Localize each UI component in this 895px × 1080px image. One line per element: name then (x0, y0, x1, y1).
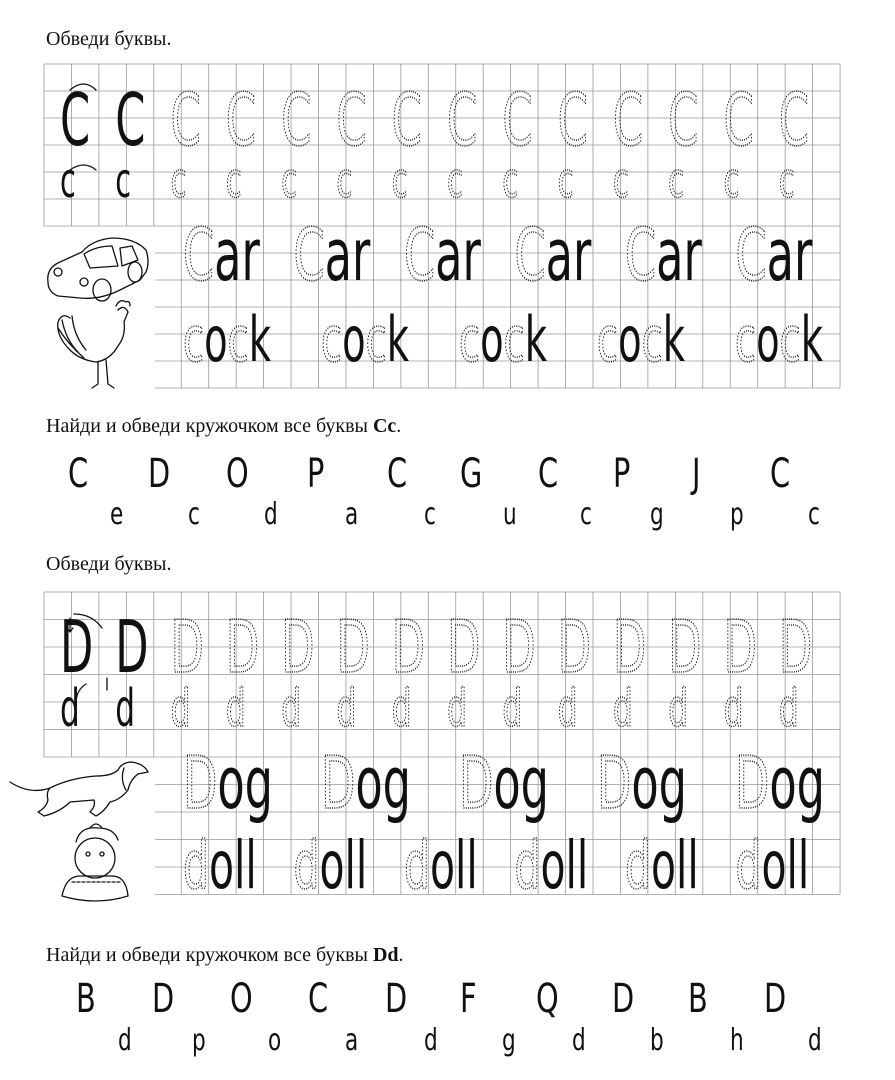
find-letter: D (764, 976, 787, 1023)
model-letter: d (115, 678, 136, 740)
traced-letter: d (404, 826, 430, 904)
practice-word (597, 742, 687, 826)
find-letter: C (68, 451, 89, 498)
find-letter: g (502, 1023, 516, 1059)
solid-letters: o (204, 304, 228, 377)
traced-letter: d (514, 826, 541, 904)
traced-letter: D (613, 606, 647, 691)
practice-word (404, 827, 478, 904)
solid-letters: og (769, 741, 826, 827)
traced-letter: D (557, 606, 591, 691)
practice-word (183, 214, 260, 298)
practice-word (294, 214, 371, 298)
trace-heading-c: Обведи буквы. (46, 28, 172, 50)
solid-letters: o (756, 304, 780, 377)
find-letter: c (808, 497, 820, 533)
find-letter: D (148, 451, 171, 498)
traced-letter: C (404, 213, 436, 299)
traced-letter: c (503, 304, 525, 377)
traced-letter: c (281, 153, 298, 210)
traced-letter: C (447, 79, 478, 164)
traced-letter: C (281, 79, 312, 164)
solid-letters: ar (766, 213, 813, 299)
traced-letter: d (557, 678, 578, 740)
find-letter: D (385, 976, 408, 1023)
find-letter: p (730, 497, 744, 533)
traced-letter: c (447, 153, 463, 210)
traced-letter: D (597, 741, 632, 827)
find-letter: D (152, 976, 175, 1023)
model-letter: D (115, 606, 149, 691)
traced-letter: C (514, 213, 546, 299)
find-letter: C (538, 451, 559, 498)
traced-letter: c (778, 153, 795, 210)
traced-letter: C (723, 79, 754, 164)
solid-letters: og (631, 741, 688, 827)
traced-letter: d (447, 678, 467, 740)
find-letter: C (770, 451, 791, 498)
traced-letter: d (293, 826, 320, 904)
traced-letter: d (735, 826, 762, 904)
solid-letters: k (662, 304, 686, 377)
find-letter: C (387, 451, 408, 498)
solid-letters: k (524, 304, 548, 377)
find-letter: p (192, 1023, 206, 1059)
find-letter: D (612, 976, 635, 1023)
traced-letter: D (281, 606, 315, 691)
solid-letters: oll (208, 826, 257, 904)
model-letter: c (115, 153, 132, 210)
traced-letter: C (502, 79, 533, 164)
traced-letter: c (170, 153, 187, 210)
traced-letter: C (613, 79, 644, 164)
solid-letters: og (493, 741, 550, 827)
traced-letter: d (281, 678, 302, 740)
find-letter: g (650, 497, 664, 533)
practice-word (625, 827, 699, 904)
find-letter: F (460, 976, 477, 1023)
traced-letter: c (779, 304, 801, 377)
find-letter: O (226, 451, 249, 498)
traced-letter: c (365, 304, 387, 377)
find-letter: B (76, 976, 96, 1023)
find-letter: h (730, 1023, 744, 1059)
find-letter: d (808, 1023, 822, 1059)
traced-letter: d (723, 678, 744, 740)
find-instruction: Найди и обведи кружочком все буквы (46, 944, 373, 966)
trace-heading-d: Обведи буквы. (46, 553, 172, 575)
traced-letter: C (293, 213, 325, 299)
solid-letters: ar (435, 213, 481, 299)
traced-letter: D (225, 606, 260, 691)
traced-letter: C (735, 213, 767, 299)
find-letter: a (345, 1023, 359, 1059)
find-letter: B (688, 976, 708, 1023)
find-letter: P (307, 451, 325, 498)
traced-letter: c (183, 304, 205, 377)
solid-letters: o (480, 304, 504, 377)
traced-letter: d (625, 826, 651, 904)
rooster-picture (58, 301, 130, 388)
find-letter: o (268, 1023, 282, 1059)
model-letter: C (115, 79, 146, 164)
traced-letter: c (668, 153, 685, 210)
find-letter: b (650, 1023, 664, 1059)
traced-letter: d (778, 678, 799, 740)
solid-letters: o (618, 304, 642, 377)
practice-word (625, 214, 702, 298)
practice-word (404, 214, 481, 298)
traced-letter: C (778, 79, 810, 164)
traced-letter: d (225, 678, 246, 740)
traced-letter: C (225, 79, 257, 164)
traced-letter: D (502, 606, 536, 691)
traced-letter: C (183, 213, 215, 299)
solid-letters: k (800, 304, 824, 377)
traced-letter: D (183, 741, 218, 827)
traced-letter: c (641, 304, 663, 377)
find-instruction: Найди и обведи кружочком все буквы (46, 415, 373, 437)
find-letter: O (230, 976, 253, 1023)
traced-letter: d (183, 826, 209, 904)
solid-letters: o (342, 304, 366, 377)
traced-letter: d (502, 678, 523, 740)
traced-letter: C (557, 79, 588, 164)
find-letter: C (308, 976, 329, 1023)
model-letter: C (60, 79, 91, 164)
find-target-letters: Cc (372, 415, 397, 437)
traced-letter: C (625, 213, 657, 299)
model-letter: D (60, 606, 94, 691)
traced-letter: D (447, 606, 481, 691)
traced-letter: c (735, 304, 757, 377)
practice-word (183, 742, 273, 826)
practice-word (459, 305, 547, 377)
practice-word (183, 305, 271, 377)
traced-letter: C (336, 79, 367, 164)
model-letter: d (60, 678, 80, 740)
find-letter: u (503, 497, 517, 533)
traced-letter: D (723, 606, 757, 691)
doll-picture (62, 824, 128, 901)
model-letter: c (60, 153, 76, 210)
traced-letter: c (613, 153, 629, 210)
practice-word (735, 305, 823, 377)
find-letter: c (580, 497, 592, 533)
solid-letters: ar (545, 213, 592, 299)
traced-letter: d (391, 678, 412, 740)
practice-word (294, 827, 368, 904)
traced-letter: D (170, 606, 204, 691)
find-letter: Q (536, 976, 559, 1023)
practice-word (597, 305, 685, 377)
traced-letter: c (502, 153, 519, 210)
practice-word (321, 305, 409, 377)
traced-letter: D (459, 741, 494, 827)
find-letter: G (460, 451, 483, 498)
solid-letters: oll (540, 826, 589, 904)
practice-word (735, 742, 825, 826)
find-letter: J (692, 451, 701, 498)
traced-letter: D (668, 606, 702, 691)
find-punct: . (398, 944, 404, 966)
traced-letter: D (391, 606, 426, 691)
practice-word (736, 827, 810, 904)
solid-letters: oll (429, 826, 478, 904)
find-letter: c (188, 497, 200, 533)
traced-letter: C (170, 79, 201, 164)
traced-letter: d (336, 678, 357, 740)
car-picture (48, 238, 148, 301)
find-letter: d (572, 1023, 586, 1059)
traced-letter: c (723, 153, 740, 210)
solid-letters: k (386, 304, 410, 377)
solid-letters: oll (761, 826, 810, 904)
solid-letters: ar (324, 213, 371, 299)
solid-letters: og (355, 741, 412, 827)
traced-letter: c (459, 304, 481, 377)
find-letter: a (345, 497, 359, 533)
traced-letter: d (170, 678, 191, 740)
dog-picture (10, 762, 148, 816)
practice-word (321, 742, 411, 826)
traced-letter: c (557, 153, 574, 210)
find-letter: d (264, 497, 278, 533)
find-letter: c (424, 497, 436, 533)
traced-letter: c (336, 153, 353, 210)
practice-word (736, 214, 813, 298)
practice-word (515, 827, 589, 904)
practice-word (183, 827, 257, 904)
find-letter: e (110, 497, 124, 533)
traced-letter: d (613, 678, 633, 740)
traced-letter: c (225, 153, 242, 210)
find-letter: P (613, 451, 631, 498)
solid-letters: og (217, 741, 274, 827)
find-target-letters: Dd (372, 944, 399, 966)
traced-letter: D (778, 606, 813, 691)
solid-letters: k (248, 304, 272, 377)
traced-letter: c (391, 153, 408, 210)
solid-letters: oll (650, 826, 699, 904)
solid-letters: oll (319, 826, 368, 904)
find-punct: . (396, 415, 402, 437)
traced-letter: c (597, 304, 619, 377)
traced-letter: c (227, 304, 249, 377)
find-letter: d (424, 1023, 438, 1059)
find-letter: d (118, 1023, 132, 1059)
practice-word (515, 214, 592, 298)
practice-word (459, 742, 549, 826)
solid-letters: ar (214, 213, 260, 299)
solid-letters: ar (656, 213, 702, 299)
traced-letter: c (321, 304, 343, 377)
traced-letter: d (668, 678, 689, 740)
traced-letter: D (336, 606, 370, 691)
traced-letter: D (735, 741, 770, 827)
traced-letter: D (321, 741, 356, 827)
traced-letter: C (668, 79, 699, 164)
traced-letter: C (391, 79, 422, 164)
